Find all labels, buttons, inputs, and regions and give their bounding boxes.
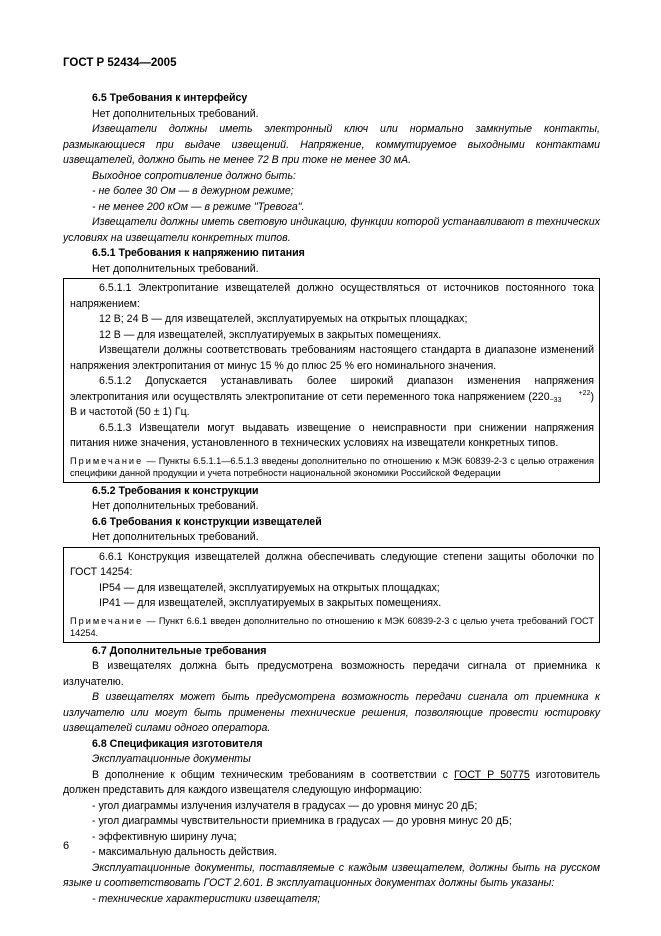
tolerance-lower: −33 — [549, 396, 562, 404]
list-item: IP54 — для извещателей, эксплуатируемых на открытых площадках; — [99, 581, 440, 594]
paragraph: Извещатели должны иметь световую индикацию, функции которой устанавливают в технических условиях на извещатели конкретных типов. — [63, 216, 600, 244]
paragraph: В извещателях должна быть предусмотрена возможность передачи сигнала от приемника к излучателю. — [63, 660, 600, 688]
gost-reference-link[interactable]: ГОСТ Р 50775 — [453, 768, 530, 781]
list-item: - угол диаграммы излучения излучателя в градусах — до уровня минус 20 дБ; — [92, 799, 478, 812]
section-6-6-title: 6.6 Требования к конструкции извещателей — [92, 515, 322, 528]
paragraph: Нет дополнительных требований. — [92, 531, 259, 543]
document-body — [63, 91, 600, 907]
text-fragment: 6.5.1.2 Допускается устанавливать более широкий диапазон изменения напряжения электропитания или осуществлять электропитание от сети переменного тока напряжением ( — [70, 375, 594, 403]
section-6-5-title: 6.5 Требования к интерфейсу — [92, 92, 248, 104]
note-label: Примечание — [70, 615, 144, 626]
national-addition-box — [63, 547, 600, 643]
note — [70, 615, 594, 640]
paragraph: Нет дополнительных требований. — [92, 500, 259, 512]
list-item: IP41 — для извещателей, эксплуатируемых в закрытых помещениях. — [99, 597, 442, 609]
paragraph — [63, 768, 600, 799]
national-addition-box — [63, 278, 600, 483]
paragraph: 6.5.1.1 Электропитание извещателей должно осуществляться от источников постоянного тока напряжением: — [70, 282, 594, 310]
list-item: - эффективную ширину луча; — [92, 830, 237, 843]
paragraph: 6.5.1.3 Извещатели могут выдавать извещение о неисправности при снижении напряжения питания ниже значения, установленного в технических условиях на извещатели конкретных типов. — [70, 421, 594, 449]
voltage-value: 220 — [531, 390, 550, 403]
text-fragment: В дополнение к общим техническим требованиям в соответствии с — [92, 768, 454, 781]
paragraph: Извещатели должны иметь электронный ключ или нормально замкнутые контакты, размыкающиеся при выдаче извещений. Напряжение, коммутируемое выходными контактами извещателей, должно быть не менее 72 В при токе не менее 30 мА. — [63, 123, 600, 166]
paragraph: Нет дополнительных требований. — [92, 107, 259, 120]
note — [70, 455, 594, 480]
paragraph: Выходное сопротивление должно быть: — [92, 169, 296, 182]
section-6-7-title: 6.7 Дополнительные требования — [92, 644, 267, 657]
tolerance — [550, 390, 591, 404]
paragraph: 6.6.1 Конструкция извещателей должна обеспечивать следующие степени защиты оболочки по ГОСТ 14254: — [70, 550, 594, 578]
note-text: — Пункты 6.5.1.1—6.5.1.3 введены дополнительно по отношению к МЭК 60839-2-3 с целью отражения специфики данной продукции и учета потребности национальной экономики Российской Федерации — [70, 455, 594, 478]
paragraph: Эксплуатационные документы, поставляемые с каждым извещателем, должны быть на русском языке и соответствовать ГОСТ 2.601. В эксплуатационных документах должны быть указаны: — [63, 861, 600, 889]
note-label: Примечание — [70, 455, 144, 466]
paragraph: Эксплуатационные документы — [92, 753, 251, 765]
list-item: - максимальную дальность действия. — [92, 846, 278, 858]
list-item: 12 В; 24 В — для извещателей, эксплуатируемых на открытых площадках; — [99, 313, 468, 325]
list-item: 12 В — для извещателей, эксплуатируемых в закрытых помещениях. — [99, 328, 442, 341]
tolerance-upper: +22 — [578, 389, 591, 397]
section-6-5-2-title: 6.5.2 Требования к конструкции — [92, 484, 259, 497]
text-fragment: изготовитель должен представить для каждого извещателя следующую информацию: — [63, 768, 601, 796]
list-item: - не менее 200 кОм — в режиме "Тревога". — [92, 200, 305, 213]
section-6-8-title: 6.8 Спецификация изготовителя — [92, 737, 263, 750]
document-header: ГОСТ Р 52434—2005 — [63, 57, 177, 69]
page-number: 6 — [63, 840, 70, 852]
paragraph: Извещатели должны соответствовать требованиям настоящего стандарта в диапазоне изменений напряжения электропитания от минус 15 % до плюс 25 % его номинального значения. — [70, 344, 594, 372]
text-fragment: ) В и частотой (50 ± 1) Гц. — [70, 390, 594, 418]
paragraph — [70, 374, 594, 421]
list-item: - угол диаграммы чувствительности приемника в градусах — до уровня минус 20 дБ; — [92, 815, 512, 827]
note-text: — Пункт 6.6.1 введен дополнительно по отношению к МЭК 60839-2-3 с целью учета требований ГОСТ 14254. — [70, 615, 594, 638]
paragraph: В извещателях может быть предусмотрена возможность передачи сигнала от приемника к излучателю или могут быть применены технические решения, позволяющие провести юстировку извещателей силами одного оператора. — [63, 691, 600, 734]
list-item: - технические характеристики извещателя; — [92, 892, 321, 905]
paragraph: Нет дополнительных требований. — [92, 262, 259, 275]
section-6-5-1-title: 6.5.1 Требования к напряжению питания — [92, 247, 305, 259]
list-item: - не более 30 Ом — в дежурном режиме; — [92, 185, 294, 197]
